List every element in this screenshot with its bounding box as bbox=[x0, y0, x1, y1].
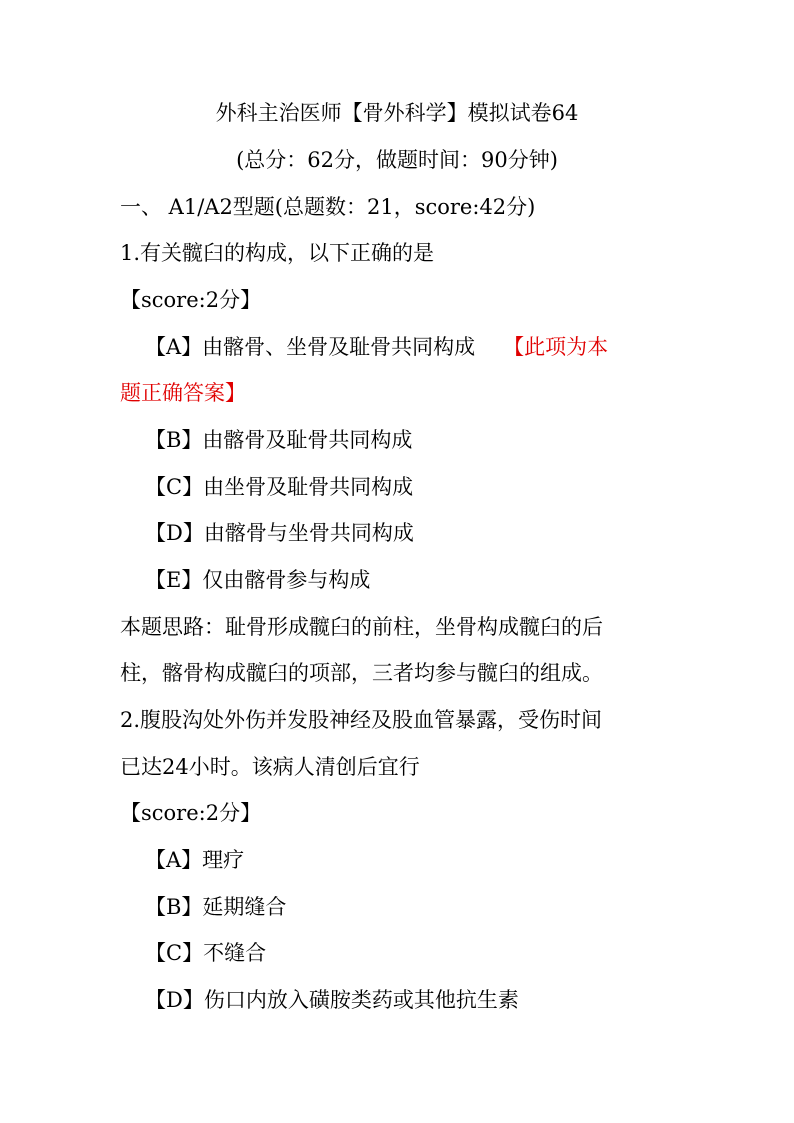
question-2-option-b: 【B】延期缝合 bbox=[145, 895, 287, 919]
question-1-option-c: 【C】由坐骨及耻骨共同构成 bbox=[145, 475, 414, 499]
question-2-option-c: 【C】不缝合 bbox=[145, 941, 267, 965]
exam-subtitle: (总分：62分，做题时间：90分钟) bbox=[236, 148, 558, 172]
question-1-option-e: 【E】仅由髂骨参与构成 bbox=[145, 568, 371, 592]
question-1-option-a bbox=[145, 332, 608, 362]
question-2-stem-line-2: 已达24小时。该病人清创后宜行 bbox=[120, 755, 420, 779]
question-2-option-a: 【A】理疗 bbox=[145, 848, 245, 872]
correct-answer-mark-continued: 题正确答案】 bbox=[120, 381, 246, 405]
question-1-stem: 1.有关髋臼的构成，以下正确的是 bbox=[120, 241, 435, 265]
question-2-score: 【score:2分】 bbox=[120, 801, 262, 825]
section-heading: 一、 A1/A2型题(总题数：21，score:42分) bbox=[120, 195, 536, 219]
question-1-explanation-line-2: 柱，髂骨构成髋臼的项部，三者均参与髋臼的组成。 bbox=[120, 661, 603, 685]
correct-answer-mark: 【此项为本 bbox=[503, 335, 609, 359]
question-1-explanation-line-1: 本题思路：耻骨形成髋臼的前柱，坐骨构成髋臼的后 bbox=[120, 615, 603, 639]
question-1-option-b: 【B】由髂骨及耻骨共同构成 bbox=[145, 428, 413, 452]
question-1-score: 【score:2分】 bbox=[120, 288, 262, 312]
question-2-option-d: 【D】伤口内放入磺胺类药或其他抗生素 bbox=[145, 988, 519, 1012]
question-1-option-d: 【D】由髂骨与坐骨共同构成 bbox=[145, 521, 414, 545]
exam-title: 外科主治医师【骨外科学】模拟试卷64 bbox=[215, 101, 579, 125]
question-2-stem-line-1: 2.腹股沟处外伤并发股神经及股血管暴露，受伤时间 bbox=[120, 708, 603, 732]
option-text: 【A】由髂骨、坐骨及耻骨共同构成 bbox=[145, 335, 476, 359]
